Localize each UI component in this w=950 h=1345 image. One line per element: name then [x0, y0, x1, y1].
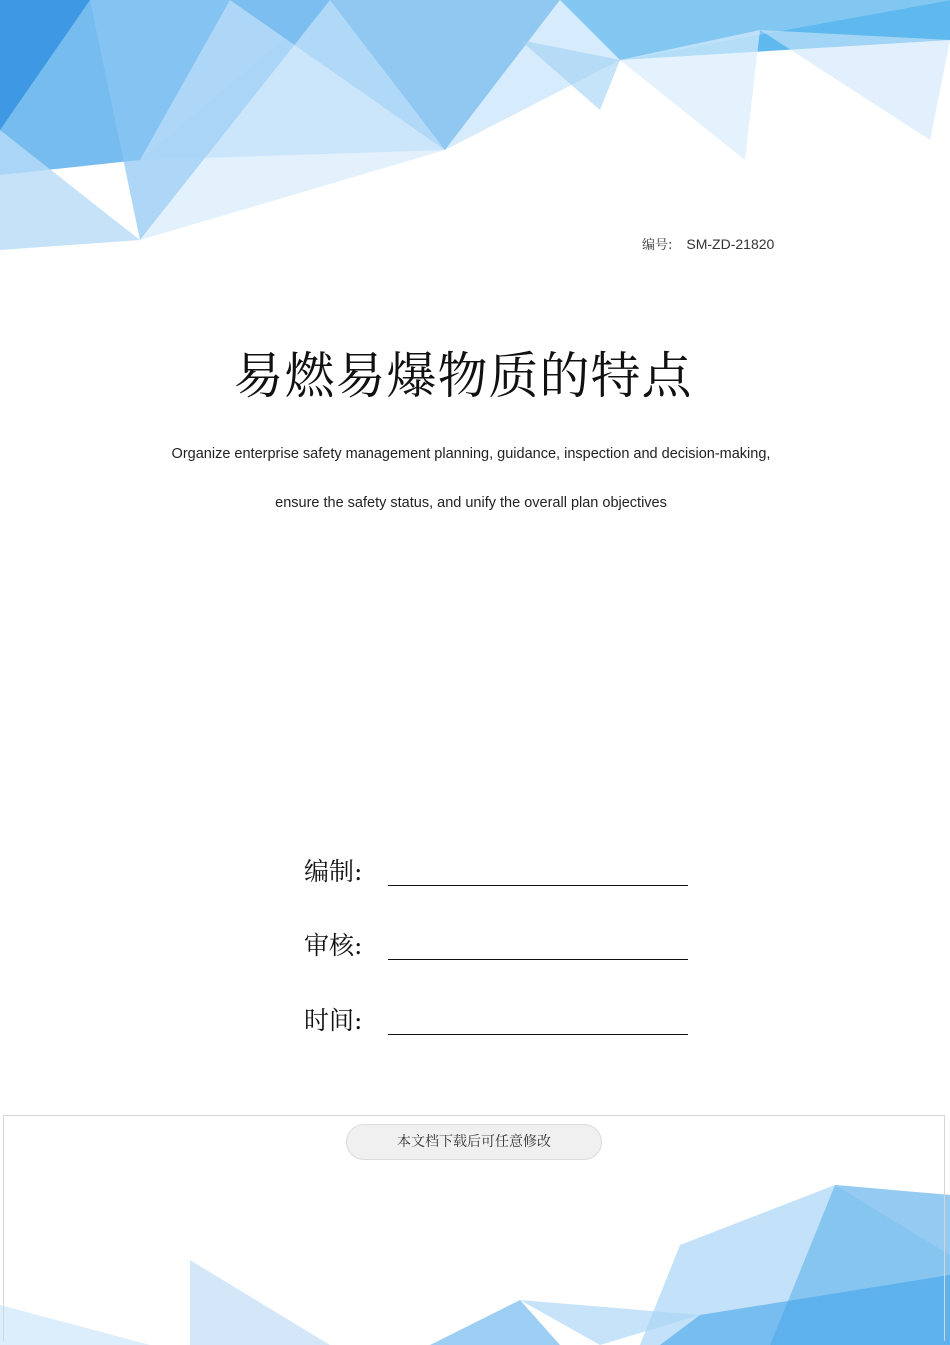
field-reviewed-by — [304, 926, 688, 962]
document-title: 易燃易爆物质的特点 — [233, 347, 693, 405]
edit-notice-badge: 本文档下载后可任意修改 — [346, 1124, 602, 1160]
top-decoration — [0, 0, 950, 250]
document-number-value: SM-ZD-21820 — [686, 236, 775, 252]
signature-line — [388, 959, 688, 960]
signature-line — [388, 1034, 688, 1035]
field-label: 编制: — [304, 857, 363, 886]
signature-line — [388, 885, 688, 886]
field-date — [304, 1001, 688, 1037]
subtitle-line-2: ensure the safety status, and unify the overall plan objectives — [275, 495, 667, 511]
document-number-label: 编号: — [642, 238, 673, 253]
field-prepared-by — [304, 852, 688, 888]
document-number — [642, 234, 774, 253]
subtitle-line-1: Organize enterprise safety management planning, guidance, inspection and decision-making, — [171, 446, 771, 462]
field-label: 审核: — [304, 931, 363, 960]
field-label: 时间: — [304, 1006, 363, 1035]
